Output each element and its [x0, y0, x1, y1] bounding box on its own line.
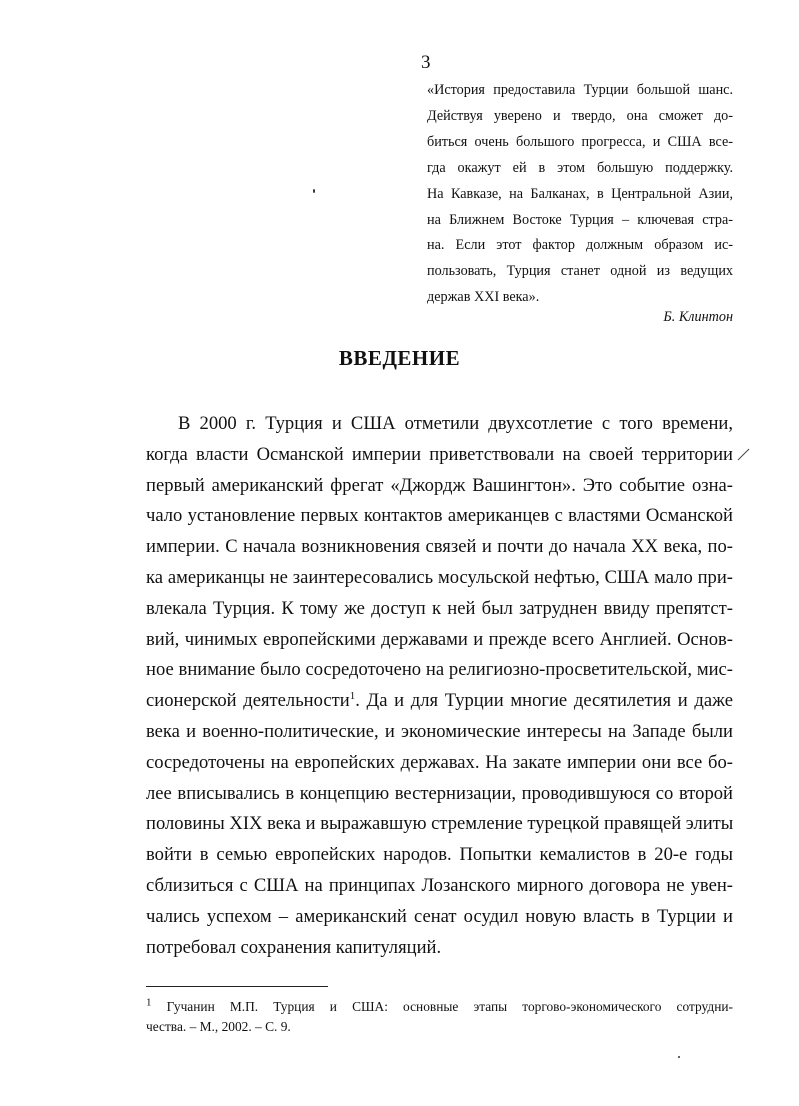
- footnote: [146, 997, 733, 1037]
- epigraph-line: на. Если этот фактор должным образом ис-: [427, 237, 733, 254]
- body-line: ное внимание было сосредоточено на религиозно-просветительской, мис-: [146, 659, 733, 681]
- footnote-divider: [146, 986, 328, 987]
- body-line: чало установление первых контактов американцев с властями Османской: [146, 505, 733, 527]
- epigraph-line: гда окажут ей в этом большую поддержку.: [427, 159, 733, 176]
- scan-speck: [678, 1056, 680, 1058]
- epigraph-line: «История предоставила Турции большой шанс.: [427, 82, 733, 98]
- epigraph-line: биться очень большого прогресса, и США все-: [427, 133, 733, 150]
- body-line: сблизиться с США на принципах Лозанского мирного договора не увен-: [146, 874, 733, 896]
- body-line: лее вписывались в концепцию вестернизации, проводившуюся со второй: [146, 782, 733, 804]
- body-line: вий, чинимых европейскими державами и прежде всего Англией. Основ-: [146, 628, 733, 650]
- footnote-reference[interactable]: 1: [349, 689, 356, 702]
- body-line: когда власти Османской империи приветствовали на своей территории: [146, 443, 733, 465]
- body-line: потребовал сохранения капитуляций.: [146, 936, 442, 958]
- body-line: сосредоточены на европейских державах. На закате империи они все бо-: [146, 751, 733, 773]
- footnote-line: [146, 997, 733, 1017]
- body-line: влекала Турция. К тому же доступ к ней был затруднен ввиду препятст-: [146, 597, 733, 619]
- body-line: века и военно-политические, и экономические интересы на Западе были: [146, 720, 733, 742]
- epigraph-line: держав XXI века».: [427, 289, 540, 306]
- body-line-with-footnote: [146, 686, 733, 717]
- body-line: империи. С начала возникновения связей и почти до начала XX века, по-: [146, 536, 733, 558]
- body-line: чались успехом – американский сенат осудил новую власть в Турции и: [146, 905, 733, 927]
- body-line: ка американцы не заинтересовались мосульской нефтью, США мало при-: [146, 566, 733, 588]
- body-line: В 2000 г. Турция и США отметили двухсотлетие с того времени,: [178, 413, 733, 434]
- epigraph-author: Б. Клинтон: [663, 309, 733, 325]
- body-text-segment: сионерской деятельности: [146, 690, 350, 712]
- body-text-segment: . Да и для Турции многие десятилетия и даже: [355, 690, 733, 712]
- epigraph: [427, 78, 733, 311]
- epigraph-line: Действуя уверено и твердо, она сможет до-: [427, 107, 733, 124]
- epigraph-line: пользовать, Турция станет одной из ведущих: [427, 263, 733, 280]
- section-title: ВВЕДЕНИЕ: [338, 346, 461, 370]
- page-number: 3: [421, 52, 431, 73]
- footnote-marker: 1: [146, 996, 152, 1009]
- pen-mark: [737, 448, 751, 462]
- footnote-line: чества. – М., 2002. – С. 9.: [146, 1019, 291, 1034]
- body-line: войти в семью европейских народов. Попытки кемалистов в 20-е годы: [146, 844, 733, 866]
- scan-speck: [313, 189, 315, 193]
- footnote-text: Гучанин М.П. Турция и США: основные этапы торгово-экономического сотрудни-: [166, 999, 733, 1014]
- body-line: половины XIX века и выражавшую стремление турецкой правящей элиты: [146, 813, 734, 835]
- body-paragraph: [146, 409, 733, 963]
- body-line: первый американский фрегат «Джордж Вашингтон». Это событие озна-: [146, 474, 733, 496]
- epigraph-line: на Ближнем Востоке Турция – ключевая стра-: [427, 211, 733, 228]
- epigraph-line: На Кавказе, на Балканах, в Центральной Азии,: [427, 185, 733, 202]
